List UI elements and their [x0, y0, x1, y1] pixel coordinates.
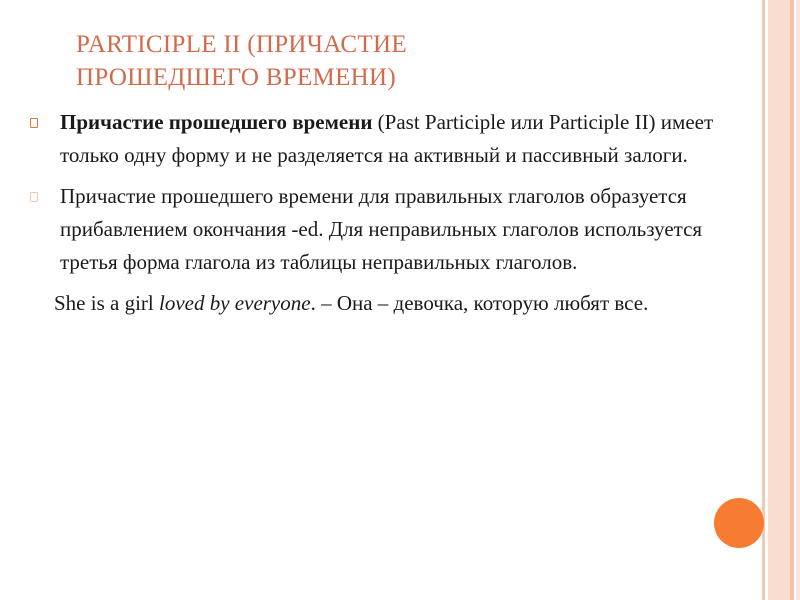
bullet-icon	[30, 192, 38, 202]
example-sentence	[30, 287, 755, 320]
stripe	[762, 0, 765, 600]
stripe	[790, 0, 794, 600]
example-end: . – Она – девочка, которую любят все.	[310, 291, 649, 315]
right-decorative-stripes	[762, 0, 800, 600]
stripe	[768, 0, 790, 600]
bullet-1-bold-text: Причастие прошедшего времени	[60, 110, 373, 134]
example-start: She is a girl	[54, 291, 159, 315]
title-line-2: ПРОШЕДШЕГО ВРЕМЕНИ)	[76, 64, 396, 91]
slide-title	[76, 28, 716, 94]
bullet-1-text: (Past Participle или Participle II) имеет только одну форму и не разделяется на активный и пассивный залоги.	[60, 110, 714, 167]
bullet-icon	[30, 118, 38, 128]
example-italic: loved by everyone	[159, 291, 311, 315]
slide-content	[30, 106, 755, 328]
decorative-circle	[714, 498, 764, 548]
stripe	[796, 0, 800, 600]
title-line-1: PARTICIPLE II (ПРИЧАСТИЕ	[76, 31, 407, 58]
bullet-paragraph-2	[30, 180, 755, 279]
bullet-2-text: Причастие прошедшего времени для правильных глаголов образуется прибавлением окончания -ed. Для неправильных глаголов используется третья форма глагола из таблицы неправильных глаголов.	[60, 184, 703, 274]
bullet-paragraph-1	[30, 106, 755, 172]
